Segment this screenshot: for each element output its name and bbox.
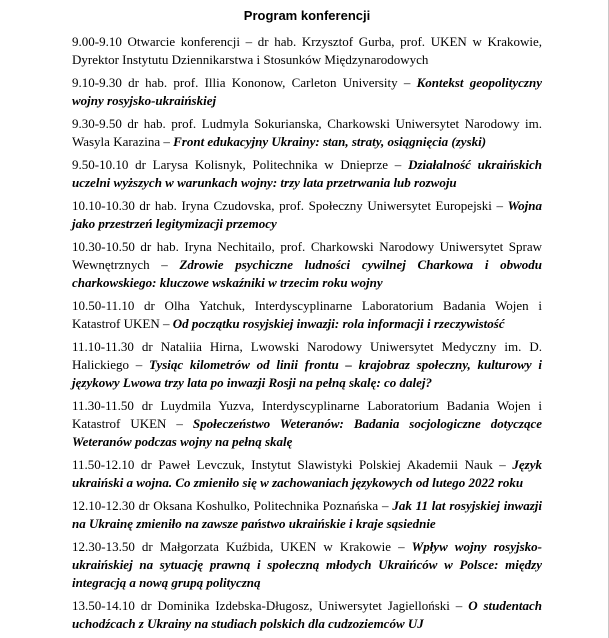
item-topic: Tysiąc kilometrów od linii frontu – krajobraz społeczny, kulturowy i językowy Lwowa trzy lata po inwazji Rosji na pełną skalę: co dalej?: [72, 357, 542, 390]
program-item: [72, 597, 542, 633]
program-item: [72, 197, 542, 233]
item-details: 9.30-9.50 dr hab. prof. Ludmyla Sokurianska, Charkowski Uniwersytet Narodowy im. Wasyla Karazina –: [72, 116, 542, 149]
item-topic: Wpływ wojny rosyjsko-ukraińskiej na sytuację prawną i społeczną młodych Ukraińców w Polsce: między integracją a nową grupą polityczną: [72, 539, 542, 590]
program-item: [72, 397, 542, 451]
item-details: 11.10-11.30 dr Nataliia Hirna, Lwowski Narodowy Uniwersytet Medyczny im. D. Halickiego –: [72, 339, 542, 372]
program-item: [72, 33, 542, 69]
item-details: 12.10-12.30 dr Oksana Koshulko, Politechnika Poznańska –: [72, 498, 389, 513]
item-topic: Jak 11 lat rosyjskiej inwazji na Ukrainę zmieniło na zawsze państwo ukraińskie i kraje sąsiednie: [72, 498, 543, 531]
item-details: 9.50-10.10 dr Larysa Kolisnyk, Politechnika w Dnieprze –: [72, 157, 402, 172]
item-topic: Działalność ukraińskich uczelni wyższych w warunkach wojny: trzy lata przetrwania lub rozwoju: [72, 157, 542, 190]
item-topic: Wojna jako przestrzeń legitymizacji przemocy: [72, 198, 542, 231]
item-topic: Język ukraiński a wojna. Co zmieniło się w zachowaniach językowych od lutego 2022 roku: [72, 457, 542, 490]
document-title: Program konferencji: [243, 8, 371, 23]
item-topic: Od początku rosyjskiej inwazji: rola informacji i rzeczywistość: [172, 316, 505, 331]
item-details: 11.50-12.10 dr Paweł Levczuk, Instytut Slawistyki Polskiej Akademii Nauk –: [72, 457, 506, 472]
program-item: [72, 115, 542, 151]
program-item: [72, 238, 542, 292]
program-item: [72, 297, 542, 333]
item-details: 11.30-11.50 dr Luydmila Yuzva, Interdyscyplinarne Laboratorium Badania Wojen i Katastrof UKEN –: [72, 398, 542, 431]
item-details: 10.50-11.10 dr Olha Yatchuk, Interdyscyplinarne Laboratorium Badania Wojen i Katastrof UKEN –: [72, 298, 542, 331]
item-details: 12.30-13.50 dr Małgorzata Kuźbida, UKEN w Krakowie –: [72, 539, 405, 554]
item-topic: O studentach uchodźcach z Ukrainy na studiach polskich dla cudzoziemców UJ: [72, 598, 543, 631]
item-topic: Kontekst geopolityczny wojny rosyjsko-ukraińskiej: [72, 75, 542, 108]
item-details: 9.00-9.10 Otwarcie konferencji – dr hab. Krzysztof Gurba, prof. UKEN w Krakowie, Dyrektor Instytutu Dziennikarstwa i Stosunków Międzynarodowych: [72, 34, 542, 67]
program-item: [72, 74, 542, 110]
program-item: [72, 538, 542, 592]
item-details: 13.50-14.10 dr Dominika Izdebska-Długosz, Uniwersytet Jagielloński –: [72, 598, 463, 613]
item-topic: Społeczeństwo Weteranów: Badania socjologiczne dotyczące Weteranów podczas wojny na pełną skalę: [72, 416, 542, 449]
program-item: [72, 156, 542, 192]
item-topic: Front edukacyjny Ukrainy: stan, straty, osiągnięcia (zyski): [173, 134, 487, 149]
program-item: [72, 456, 542, 492]
program-item: [72, 338, 542, 392]
program-item: [72, 497, 542, 533]
item-details: 9.10-9.30 dr hab. prof. Illia Kononow, Carleton University –: [72, 75, 411, 90]
item-details: 10.30-10.50 dr hab. Iryna Nechitailo, prof. Charkowski Narodowy Uniwersytet Spraw Wewnętrznych –: [72, 239, 542, 272]
item-topic: Zdrowie psychiczne ludności cywilnej Charkowa i obwodu charkowskiego: kluczowe wskaźniki w trzecim roku wojny: [72, 257, 543, 290]
item-details: 10.10-10.30 dr hab. Iryna Czudovska, prof. Społeczny Uniwersytet Europejski –: [72, 198, 503, 213]
